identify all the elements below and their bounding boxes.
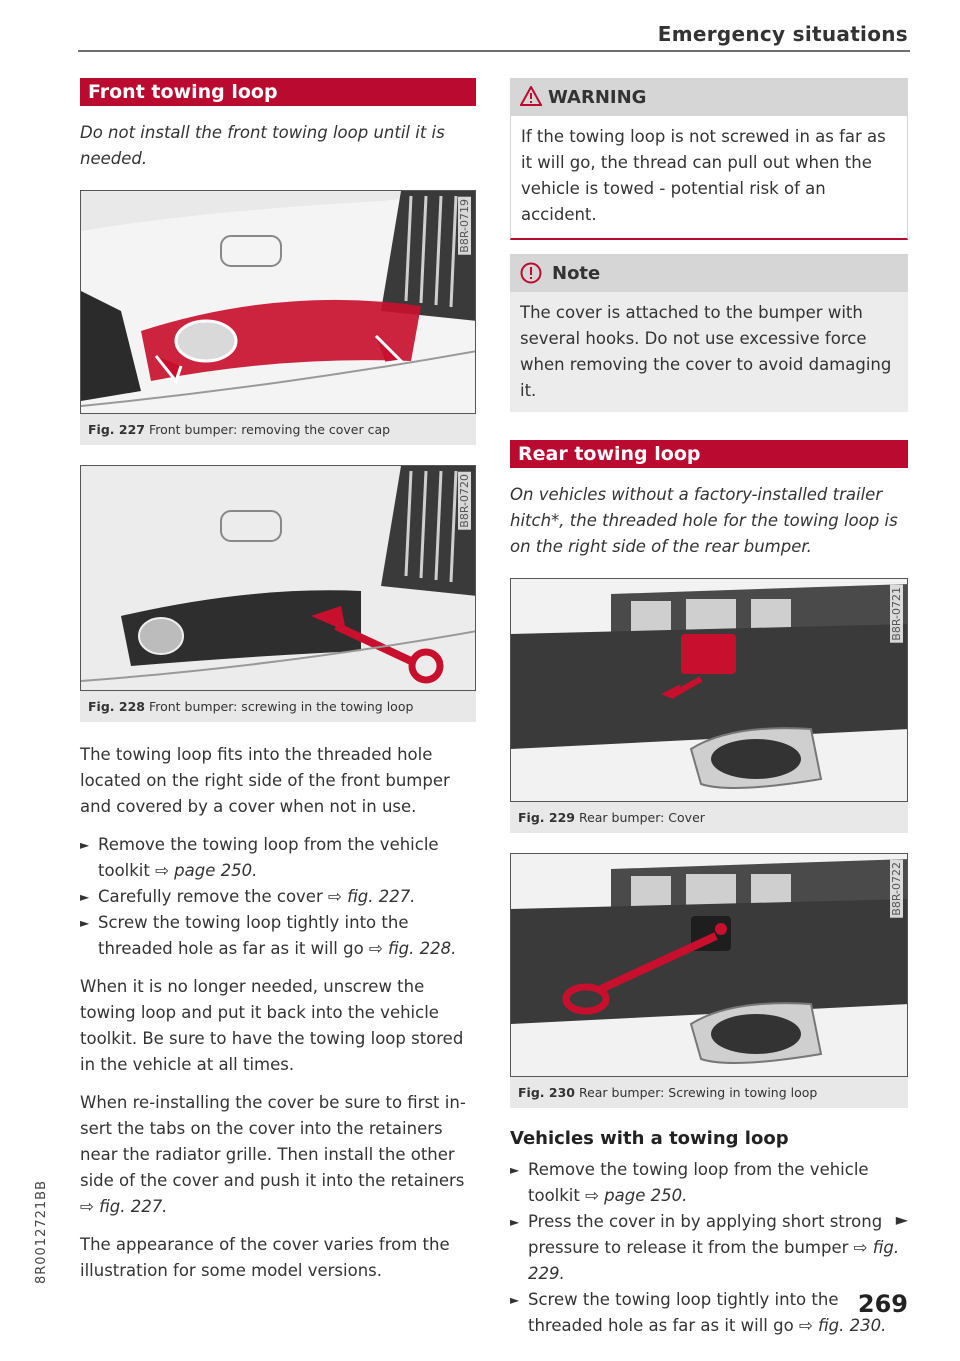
figure-caption-text: Rear bumper: Cover bbox=[578, 810, 705, 825]
note-box bbox=[510, 254, 908, 412]
body-paragraph: The towing loop fits into the threaded hole located on the right side of the front bumper and covered by a cover when not in use. bbox=[80, 745, 450, 816]
figure-caption bbox=[80, 691, 476, 722]
figure-label: Fig. 227 bbox=[88, 422, 145, 437]
rear-bumper-cover-illustration bbox=[510, 578, 908, 802]
figure-caption-text: Rear bumper: Screwing in towing loop bbox=[578, 1085, 818, 1100]
warning-text: If the towing loop is not screwed in as far as it will go, the thread can pull out when the vehicle is towed - potential risk of an accident. bbox=[510, 116, 908, 240]
figure-caption-text: Front bumper: removing the cover cap bbox=[148, 422, 391, 437]
figure-code: B8R-0720 bbox=[458, 474, 471, 528]
bullet-arrow-icon: ► bbox=[510, 1163, 520, 1177]
figure-reference-link[interactable]: ⇨ fig. 227. bbox=[328, 887, 416, 906]
figure-reference-link[interactable]: ⇨ fig. 228. bbox=[368, 939, 457, 958]
front-towing-heading: Front towing loop bbox=[80, 78, 476, 106]
instruction-list bbox=[510, 1157, 908, 1339]
bullet-arrow-icon: ► bbox=[80, 838, 90, 852]
figure-227 bbox=[80, 190, 476, 445]
running-header: Emergency situations bbox=[657, 22, 908, 46]
figure-229 bbox=[510, 578, 908, 833]
body-paragraph: The appearance of the cover varies from the illustration for some model versions. bbox=[80, 1235, 450, 1280]
figure-label: Fig. 230 bbox=[518, 1085, 575, 1100]
bullet-arrow-icon: ► bbox=[510, 1215, 520, 1229]
figure-label: Fig. 228 bbox=[88, 699, 145, 714]
figure-reference-link[interactable]: ⇨ fig. 230. bbox=[798, 1316, 887, 1335]
figure-230 bbox=[510, 853, 908, 1108]
figure-228 bbox=[80, 465, 476, 722]
body-paragraph: When it is no longer needed, unscrew the towing loop and put it back into the vehicle toolkit. Be sure to have the towing loop stored in the vehicle at all times. bbox=[80, 977, 464, 1074]
list-item bbox=[510, 1209, 908, 1287]
list-item-text: Screw the towing loop tightly into the threaded hole as far as it will go bbox=[528, 1290, 839, 1335]
figure-label: Fig. 229 bbox=[518, 810, 575, 825]
rear-towing-heading: Rear towing loop bbox=[510, 440, 908, 468]
list-item bbox=[80, 910, 476, 962]
exclamation-circle-icon bbox=[520, 262, 542, 284]
header-rule bbox=[78, 50, 910, 52]
page-reference-link[interactable]: ⇨ page 250. bbox=[155, 861, 258, 880]
note-header bbox=[510, 254, 908, 292]
list-item-text: Screw the towing loop tightly into the threaded hole as far as it will go bbox=[98, 913, 409, 958]
vehicles-with-towing-loop-heading: Vehicles with a towing loop bbox=[510, 1128, 789, 1149]
figure-reference-link[interactable]: ⇨ fig. 227. bbox=[80, 1197, 168, 1216]
left-column bbox=[80, 78, 476, 1296]
figure-caption bbox=[80, 414, 476, 445]
figure-code: B8R-0719 bbox=[458, 199, 471, 253]
list-item bbox=[80, 884, 476, 910]
list-item-text: Remove the towing loop from the vehicle toolkit bbox=[98, 835, 439, 880]
list-item-text: Remove the towing loop from the vehicle toolkit bbox=[528, 1160, 869, 1205]
warning-header bbox=[510, 78, 908, 116]
list-item bbox=[510, 1157, 908, 1209]
bullet-arrow-icon: ► bbox=[80, 890, 90, 904]
note-title: Note bbox=[552, 262, 601, 284]
front-bumper-towing-loop-illustration bbox=[80, 465, 476, 691]
document-code: 8R0012721BB bbox=[34, 1180, 49, 1285]
front-lead-text: Do not install the front towing loop until it is needed. bbox=[80, 123, 445, 168]
note-text: The cover is attached to the bumper with several hooks. Do not use excessive force when removing the cover to avoid damaging it. bbox=[510, 292, 908, 412]
rear-bumper-towing-loop-illustration bbox=[510, 853, 908, 1077]
front-bumper-cover-illustration bbox=[80, 190, 476, 414]
warning-box bbox=[510, 78, 908, 240]
figure-reference-link[interactable]: ⇨ fig. 229. bbox=[528, 1238, 900, 1283]
figure-caption-text: Front bumper: screwing in the towing loop bbox=[148, 699, 414, 714]
figure-code: B8R-0721 bbox=[890, 587, 903, 641]
figure-caption bbox=[510, 802, 908, 833]
page-reference-link[interactable]: ⇨ page 250. bbox=[585, 1186, 688, 1205]
list-item bbox=[80, 832, 476, 884]
page-number: 269 bbox=[857, 1290, 908, 1318]
list-item-text: Carefully remove the cover bbox=[98, 887, 328, 906]
warning-triangle-icon bbox=[520, 86, 542, 106]
paragraph-text: When re-installing the cover be sure to first insert the tabs on the cover into the retainers near the radiator grille. Then install the other side of the cover and push it into the retainers bbox=[80, 1093, 466, 1190]
warning-title: WARNING bbox=[548, 87, 647, 108]
right-column bbox=[510, 78, 908, 1351]
rear-lead-text: On vehicles without a factory-installed trailer hitch*, the threaded hole for the towing loop is on the right side of the rear bumper. bbox=[510, 485, 898, 556]
figure-caption bbox=[510, 1077, 908, 1108]
instruction-list bbox=[80, 832, 476, 962]
bullet-arrow-icon: ► bbox=[510, 1293, 520, 1307]
list-item-text: Press the cover in by applying short strong pressure to release it from the bumper bbox=[528, 1212, 883, 1257]
list-item bbox=[510, 1287, 908, 1339]
body-paragraph bbox=[80, 1090, 476, 1220]
continue-arrow-icon: ► bbox=[895, 1210, 908, 1229]
bullet-arrow-icon: ► bbox=[80, 916, 90, 930]
figure-code: B8R-0722 bbox=[890, 862, 903, 916]
